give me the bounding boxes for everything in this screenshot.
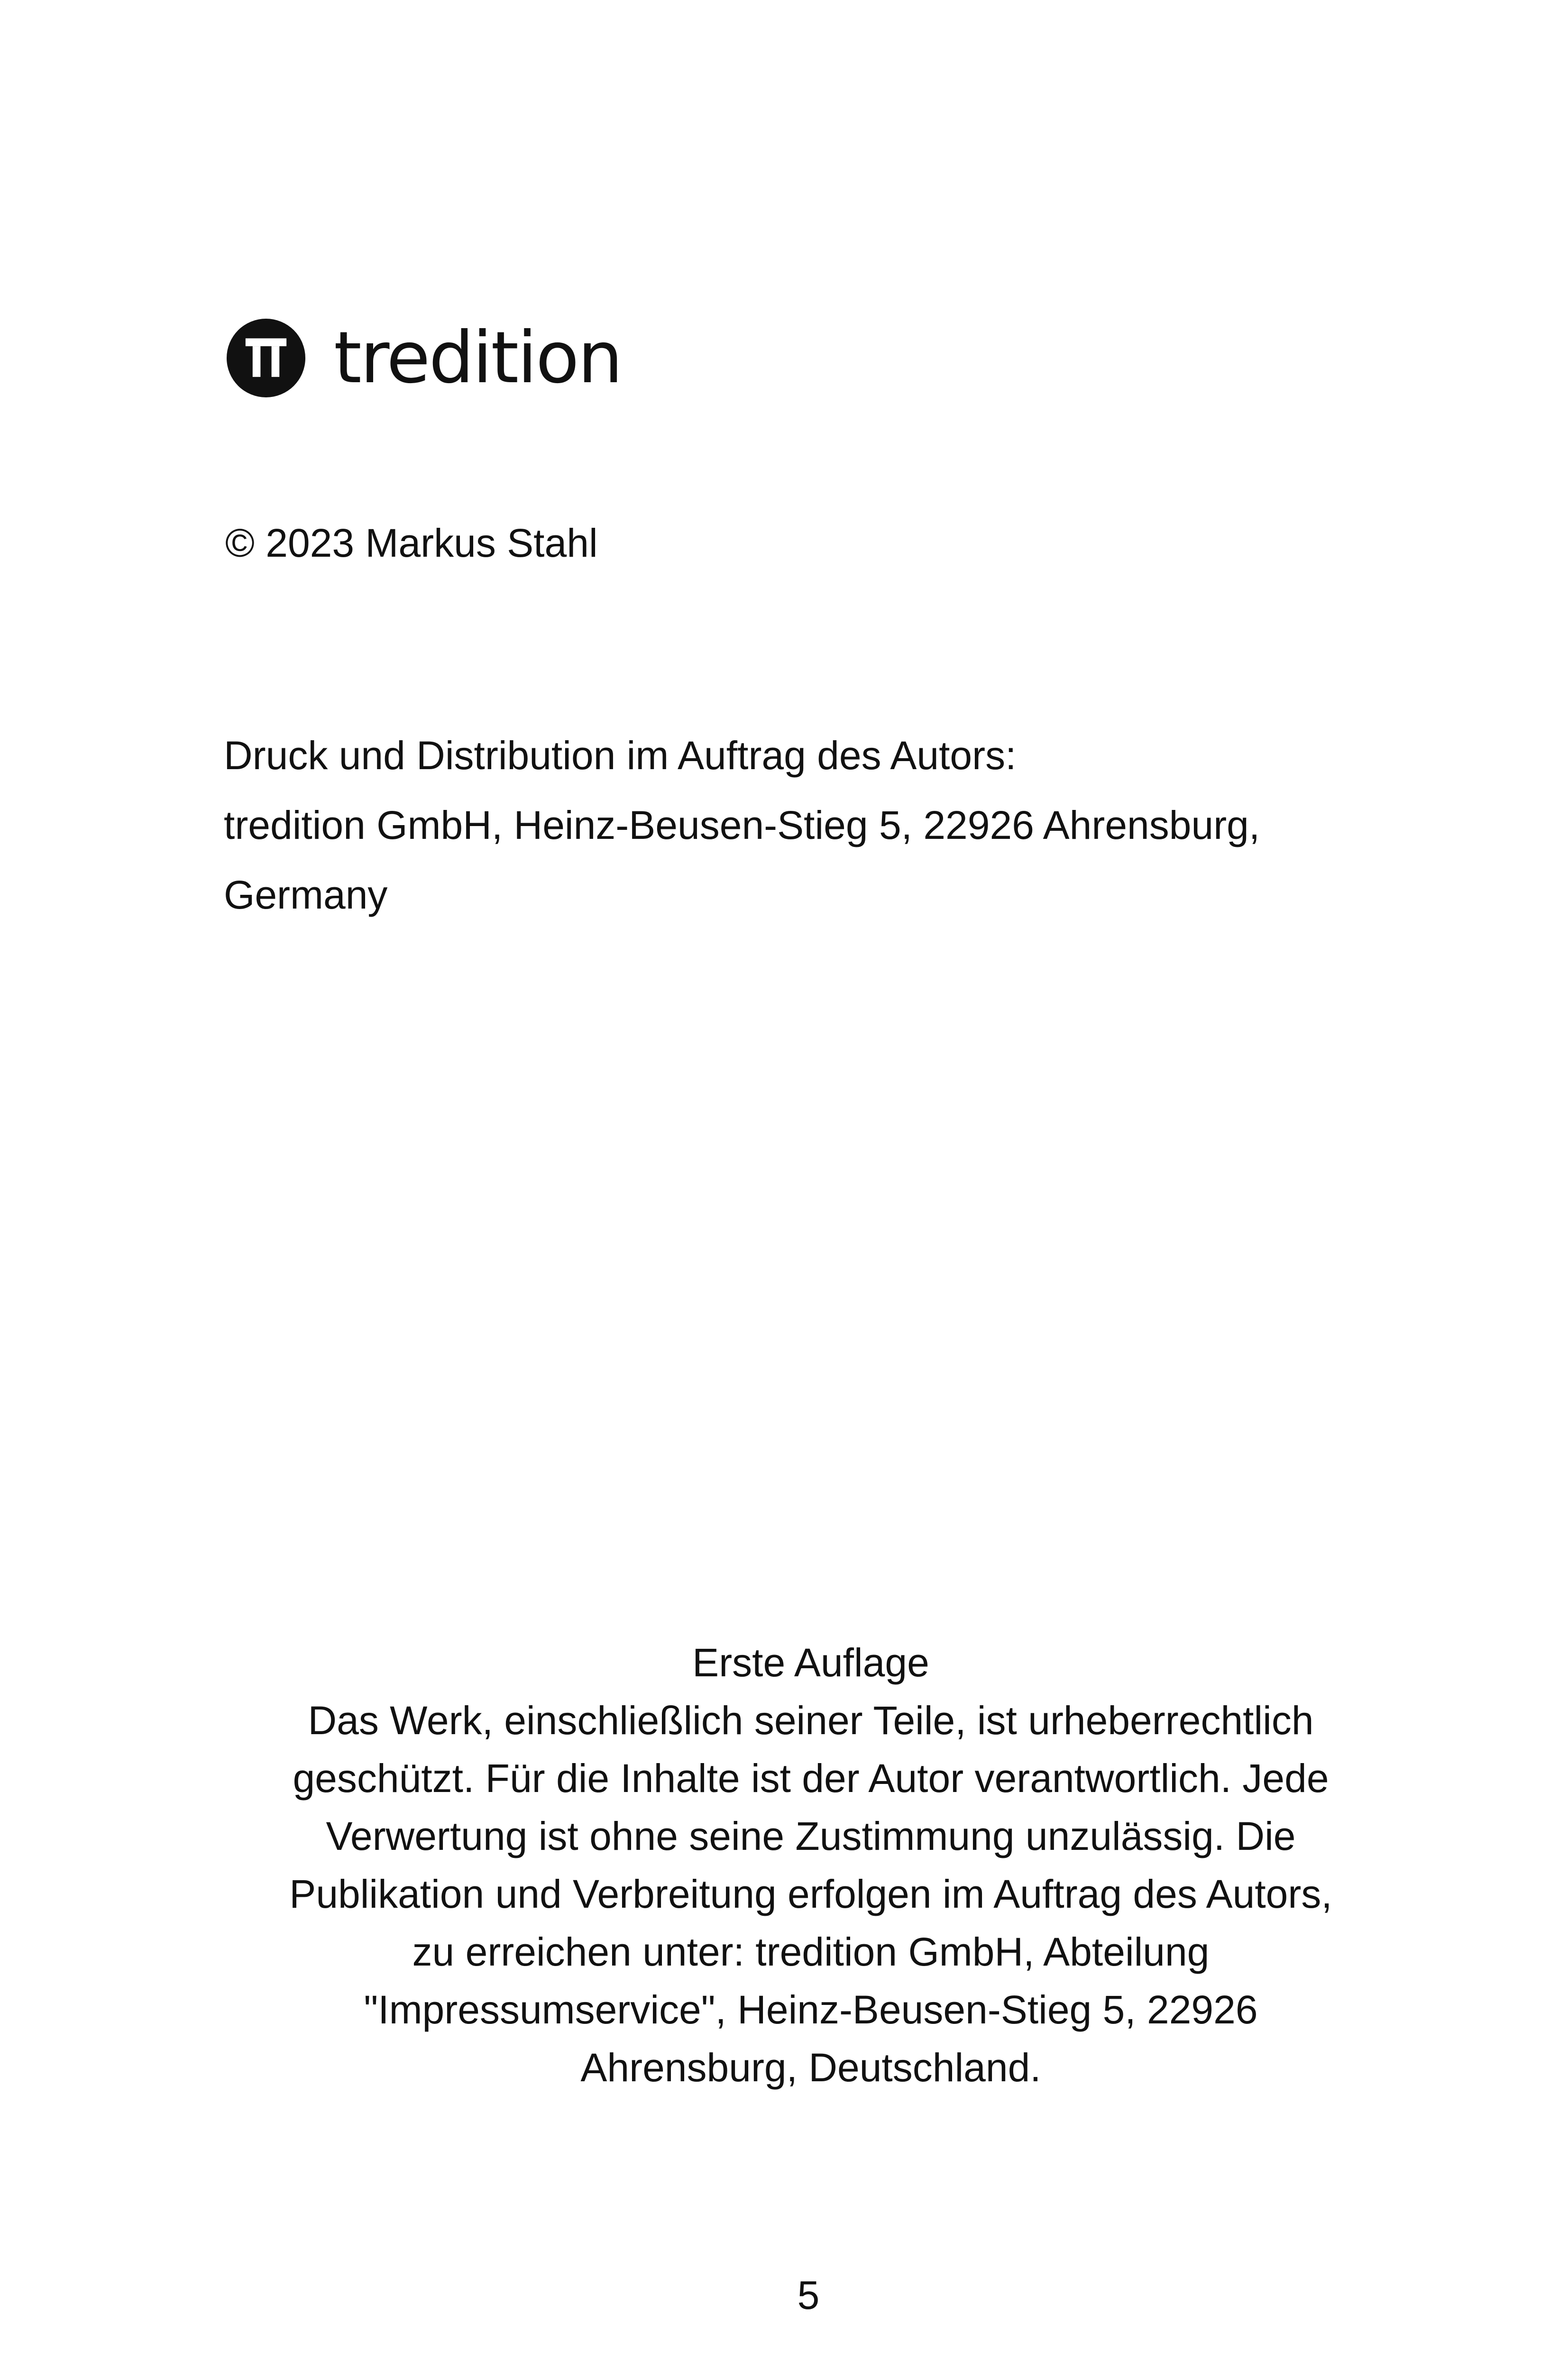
imprint-line-3: geschützt. Für die Inhalte ist der Autor verantwortlich. Jede (293, 1756, 1329, 1801)
imprint-line-7: "Impressumservice", Heinz-Beusen-Stieg 5, 22926 (364, 1987, 1258, 2032)
printer-line-3: Germany (224, 873, 388, 917)
imprint-line-4: Verwertung ist ohne seine Zustimmung unzulässig. Die (326, 1814, 1296, 1858)
page-number: 5 (797, 2273, 820, 2317)
imprint-edition: Erste Auflage (692, 1640, 929, 1685)
imprint-line-2: Das Werk, einschließlich seiner Teile, ist urheberrechtlich (308, 1698, 1314, 1743)
tredition-logo-icon (227, 319, 305, 397)
printer-line-2: tredition GmbH, Heinz-Beusen-Stieg 5, 22926 Ahrensburg, (224, 803, 1260, 847)
imprint-line-5: Publikation und Verbreitung erfolgen im Auftrag des Autors, (289, 1872, 1332, 1916)
publisher-logo-wordmark: tredition (334, 317, 622, 399)
printer-information (224, 721, 1409, 930)
copyright-notice: © 2023 Markus Stahl (225, 521, 598, 565)
imprint-line-8: Ahrensburg, Deutschland. (580, 2045, 1041, 2090)
printer-line-1: Druck und Distribution im Auftrag des Autors: (224, 733, 1017, 778)
imprint-line-6: zu erreichen unter: tredition GmbH, Abteilung (412, 1930, 1210, 1974)
publisher-logo (227, 319, 622, 397)
imprint-notice (209, 1634, 1413, 2096)
